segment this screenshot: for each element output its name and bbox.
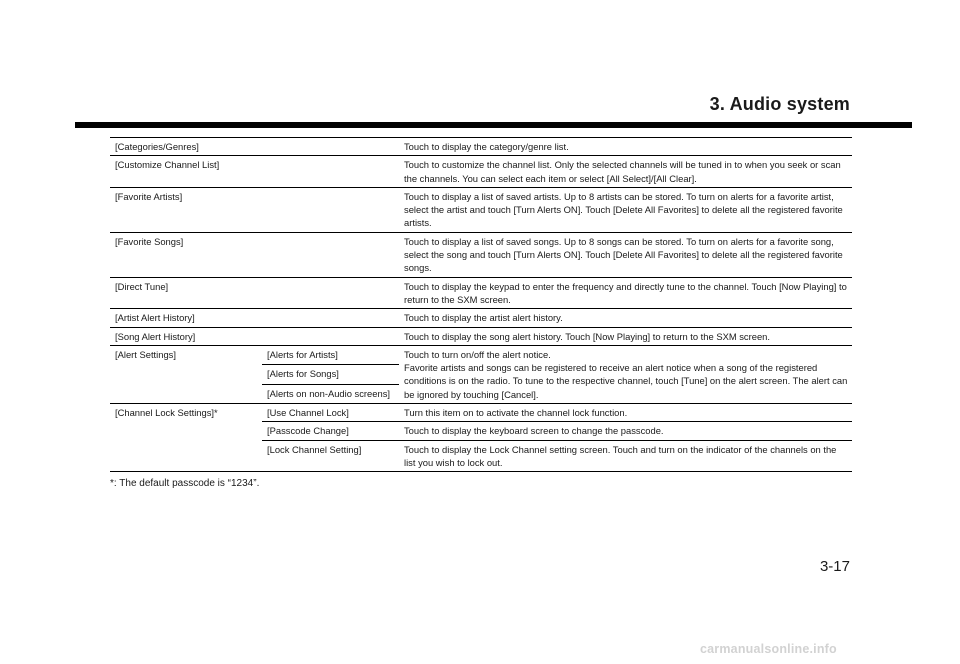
subitem-name: [Passcode Change] xyxy=(262,422,399,440)
settings-table xyxy=(110,137,852,472)
description-line: Touch to turn on/off the alert notice. xyxy=(404,348,551,360)
item-description: Touch to display the keypad to enter the frequency and directly tune to the channel. Touch [Now Playing] to return to the SXM screen. xyxy=(399,277,852,309)
item-description: Touch to display a list of saved songs. Up to 8 songs can be stored. To turn on alerts for a favorite song, select the song and touch [Turn Alerts ON]. Touch [Delete All Favorites] to delete all the registered favorite songs. xyxy=(399,232,852,277)
item-description: Touch to display the category/genre list. xyxy=(404,141,569,152)
item-description: Touch to display the song alert history. Touch [Now Playing] to return to the SXM screen. xyxy=(399,327,852,345)
table-row xyxy=(110,232,852,277)
item-description: Touch to display the Lock Channel setting screen. Touch and turn on the indicator of the channels on the list you wish to lock out. xyxy=(399,440,852,472)
title-rule xyxy=(75,122,912,128)
page-number: 3-17 xyxy=(819,558,850,575)
footnote: *: The default passcode is “1234”. xyxy=(110,478,260,489)
section-title: 3. Audio system xyxy=(709,94,850,114)
item-name: [Direct Tune] xyxy=(110,277,399,309)
item-description: Turn this item on to activate the channel lock function. xyxy=(399,404,852,422)
item-name: [Artist Alert History] xyxy=(110,309,399,327)
item-name: [Customize Channel List] xyxy=(110,156,399,188)
item-name: [Alert Settings] xyxy=(110,345,262,403)
item-name: [Categories/Genres] xyxy=(115,141,199,152)
item-name: [Song Alert History] xyxy=(110,327,399,345)
subitem-name: [Alerts for Songs] xyxy=(262,365,399,384)
table-row xyxy=(110,187,852,232)
table-row xyxy=(110,327,852,345)
table-row xyxy=(110,404,852,422)
table-row xyxy=(110,156,852,188)
description-line: Favorite artists and songs can be registered to receive an alert notice when a song of the registered conditions is on the radio. To tune to the respective channel, touch [Tune] on the alert screen. The alert can be ignored by touching [Cancel]. xyxy=(404,362,848,400)
subitem-name: [Alerts for Artists] xyxy=(262,345,399,364)
table-row xyxy=(110,277,852,309)
subitem-name: [Lock Channel Setting] xyxy=(262,440,399,472)
item-description: Touch to display a list of saved artists. Up to 8 artists can be stored. To turn on alerts for a favorite artist, select the artist and touch [Turn Alerts ON]. Touch [Delete All Favorites] to delete all the registered favorite artists. xyxy=(399,187,852,232)
item-description xyxy=(399,345,852,403)
watermark: carmanualsonline.info xyxy=(700,642,837,656)
subitem-name: [Alerts on non-Audio screens] xyxy=(262,384,399,403)
table-row xyxy=(110,138,852,156)
item-name: [Channel Lock Settings]* xyxy=(110,404,262,472)
subitem-name: [Use Channel Lock] xyxy=(262,404,399,422)
item-description: Touch to display the artist alert history. xyxy=(399,309,852,327)
item-description: Touch to customize the channel list. Only the selected channels will be tuned in to when you seek or scan the channels. You can select each item or select [All Select]/[All Clear]. xyxy=(399,156,852,188)
table-row xyxy=(110,309,852,327)
table-row xyxy=(110,345,852,364)
item-name: [Favorite Songs] xyxy=(110,232,399,277)
item-name: [Favorite Artists] xyxy=(110,187,399,232)
item-description: Touch to display the keyboard screen to change the passcode. xyxy=(399,422,852,440)
